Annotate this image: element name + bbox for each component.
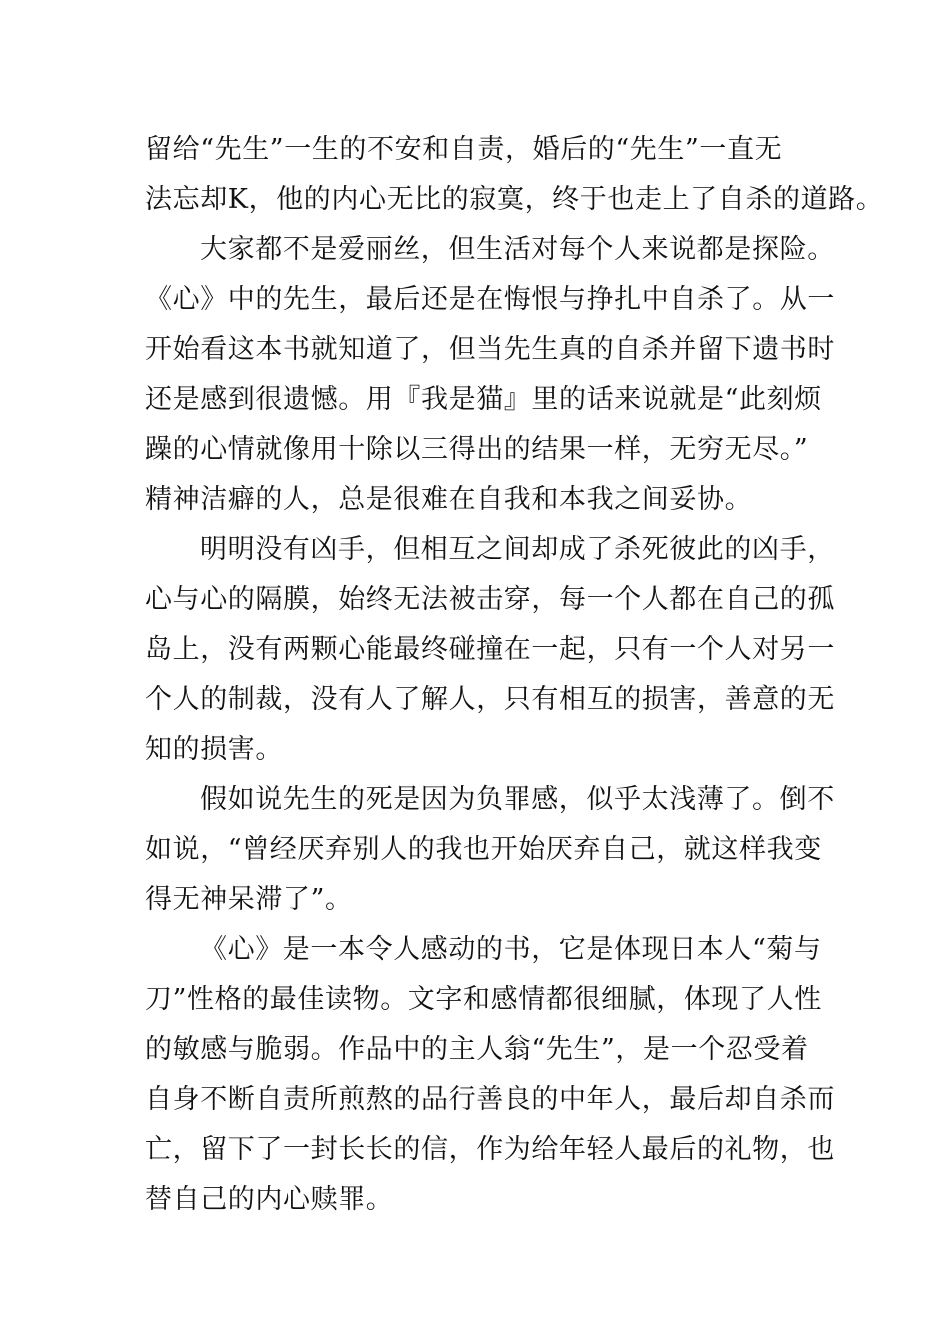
text-line: 开始看这本书就知道了，但当先生真的自杀并留下遗书时 [145,334,835,365]
text-line: 的敏感与脆弱。作品中的主人翁“先生”，是一个忍受着 [145,1034,809,1065]
text-line: 刀”性格的最佳读物。文字和感情都很细腻，体现了人性 [145,984,822,1015]
text-line: 知的损害。 [145,734,283,765]
text-line: 还是感到很遗憾。用『我是猫』里的话来说就是“此刻烦 [145,384,822,415]
text-line: 《心》中的先生，最后还是在悔恨与挣扎中自杀了。从一 [145,284,835,315]
text-line: 如说，“曾经厌弃别人的我也开始厌弃自己，就这样我变 [145,834,822,865]
text-line: 岛上，没有两颗心能最终碰撞在一起，只有一个人对另一 [145,634,835,665]
text-line: 自身不断自责所煎熬的品行善良的中年人，最后却自杀而 [145,1084,835,1115]
text-line: 法忘却K，他的内心无比的寂寞，终于也走上了自杀的道路。 [145,184,884,215]
paragraph-start-line: 假如说先生的死是因为负罪感，似乎太浅薄了。倒不 [200,784,835,815]
text-line: 个人的制裁，没有人了解人，只有相互的损害，善意的无 [145,684,835,715]
paragraph-start-line: 明明没有凶手，但相互之间却成了杀死彼此的凶手， [200,534,835,565]
text-line: 亡，留下了一封长长的信，作为给年轻人最后的礼物，也 [145,1134,835,1165]
paragraph-start-line: 《心》是一本令人感动的书，它是体现日本人“菊与 [200,934,822,965]
text-line: 替自己的内心赎罪。 [145,1184,394,1215]
text-line: 精神洁癖的人，总是很难在自我和本我之间妥协。 [145,484,753,515]
paragraph-start-line: 大家都不是爱丽丝，但生活对每个人来说都是探险。 [200,234,835,265]
text-line: 躁的心情就像用十除以三得出的结果一样，无穷无尽。” [145,434,809,465]
text-line: 心与心的隔膜，始终无法被击穿，每一个人都在自己的孤 [145,584,835,615]
text-line: 得无神呆滞了”。 [145,884,353,915]
text-line: 留给“先生”一生的不安和自责，婚后的“先生”一直无 [145,134,783,165]
